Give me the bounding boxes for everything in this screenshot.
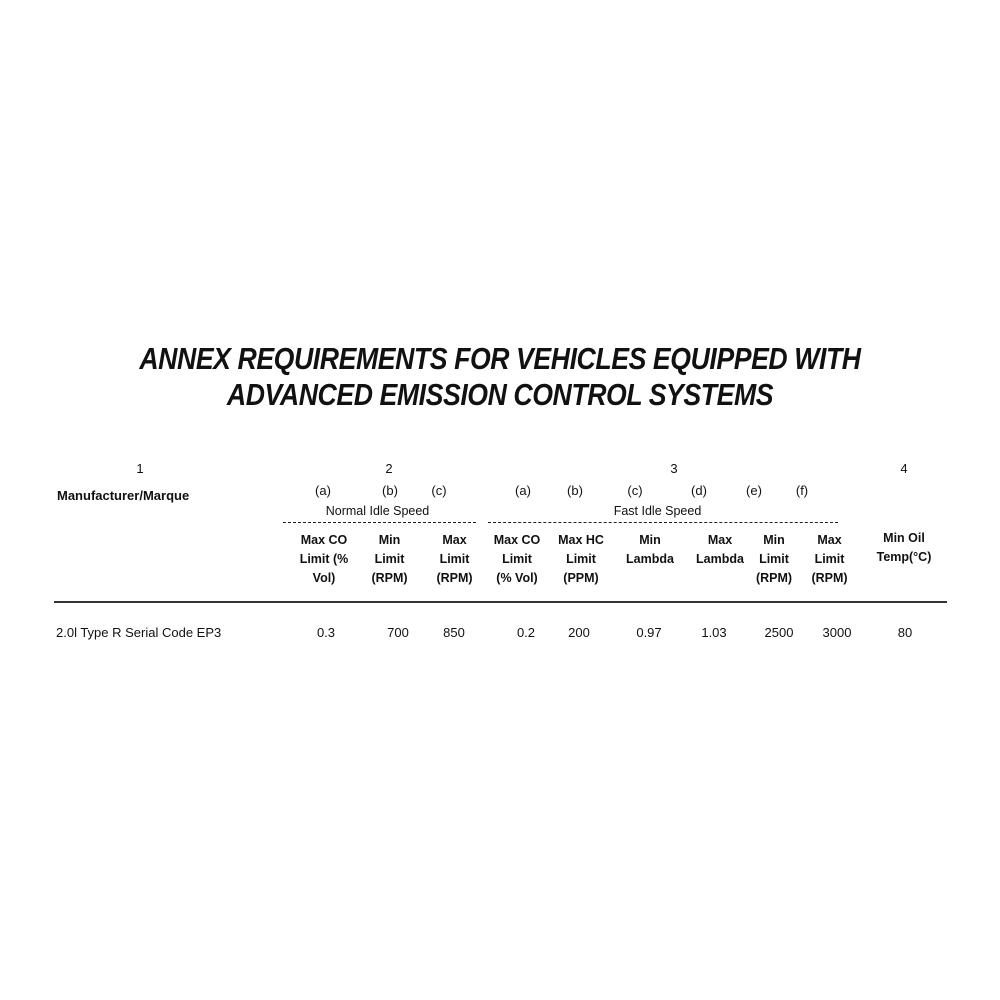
fast-idle-label: Fast Idle Speed [613,504,702,518]
header-fast-min-lambda: Min Lambda [626,533,674,566]
header-fast-max-co: Max CO Limit (% Vol) [493,533,541,585]
group-number-4: 4 [900,461,908,476]
header-min-oil-temp: Min Oil Temp(°C) [876,531,932,564]
cell-normal-min-limit: 700 [387,625,409,640]
header-normal-max-limit: Max Limit (RPM) [436,533,473,585]
header-fast-max-lambda: Max Lambda [696,533,744,566]
fast-sub-f: (f) [795,483,809,498]
normal-idle-label: Normal Idle Speed [325,504,430,518]
fast-sub-c: (c) [627,483,643,498]
cell-fast-max-hc: 200 [568,625,590,640]
fast-sub-b: (b) [567,483,583,498]
normal-idle-divider [283,522,476,523]
cell-normal-max-co: 0.3 [316,625,336,640]
fast-sub-d: (d) [691,483,707,498]
group-number-3: 3 [670,461,678,476]
cell-normal-max-limit: 850 [443,625,465,640]
header-normal-min-limit: Min Limit (RPM) [371,533,408,585]
manufacturer-header: Manufacturer/Marque [57,488,190,503]
cell-fast-min-limit: 2500 [764,625,794,640]
normal-sub-c: (c) [431,483,447,498]
cell-fast-max-limit: 3000 [822,625,852,640]
normal-sub-a: (a) [315,483,331,498]
title-line-1: ANNEX REQUIREMENTS FOR VEHICLES EQUIPPED WITH [139,341,861,376]
normal-sub-b: (b) [382,483,398,498]
header-normal-max-co: Max CO Limit (% Vol) [299,533,349,585]
cell-fast-max-co: 0.2 [516,625,536,640]
fast-sub-e: (e) [746,483,762,498]
header-fast-min-limit: Min Limit (RPM) [755,533,793,585]
group-number-2: 2 [385,461,393,476]
cell-fast-max-lambda: 1.03 [701,625,727,640]
row-manufacturer: 2.0l Type R Serial Code EP3 [56,625,222,640]
fast-sub-a: (a) [515,483,531,498]
cell-fast-min-lambda: 0.97 [636,625,662,640]
cell-min-oil-temp: 80 [897,625,913,640]
group-number-1: 1 [136,461,144,476]
title-line-2: ADVANCED EMISSION CONTROL SYSTEMS [226,377,774,412]
table-header-rule [54,601,947,603]
header-fast-max-hc: Max HC Limit (PPM) [558,533,604,585]
fast-idle-divider [488,522,838,523]
header-fast-max-limit: Max Limit (RPM) [811,533,848,585]
